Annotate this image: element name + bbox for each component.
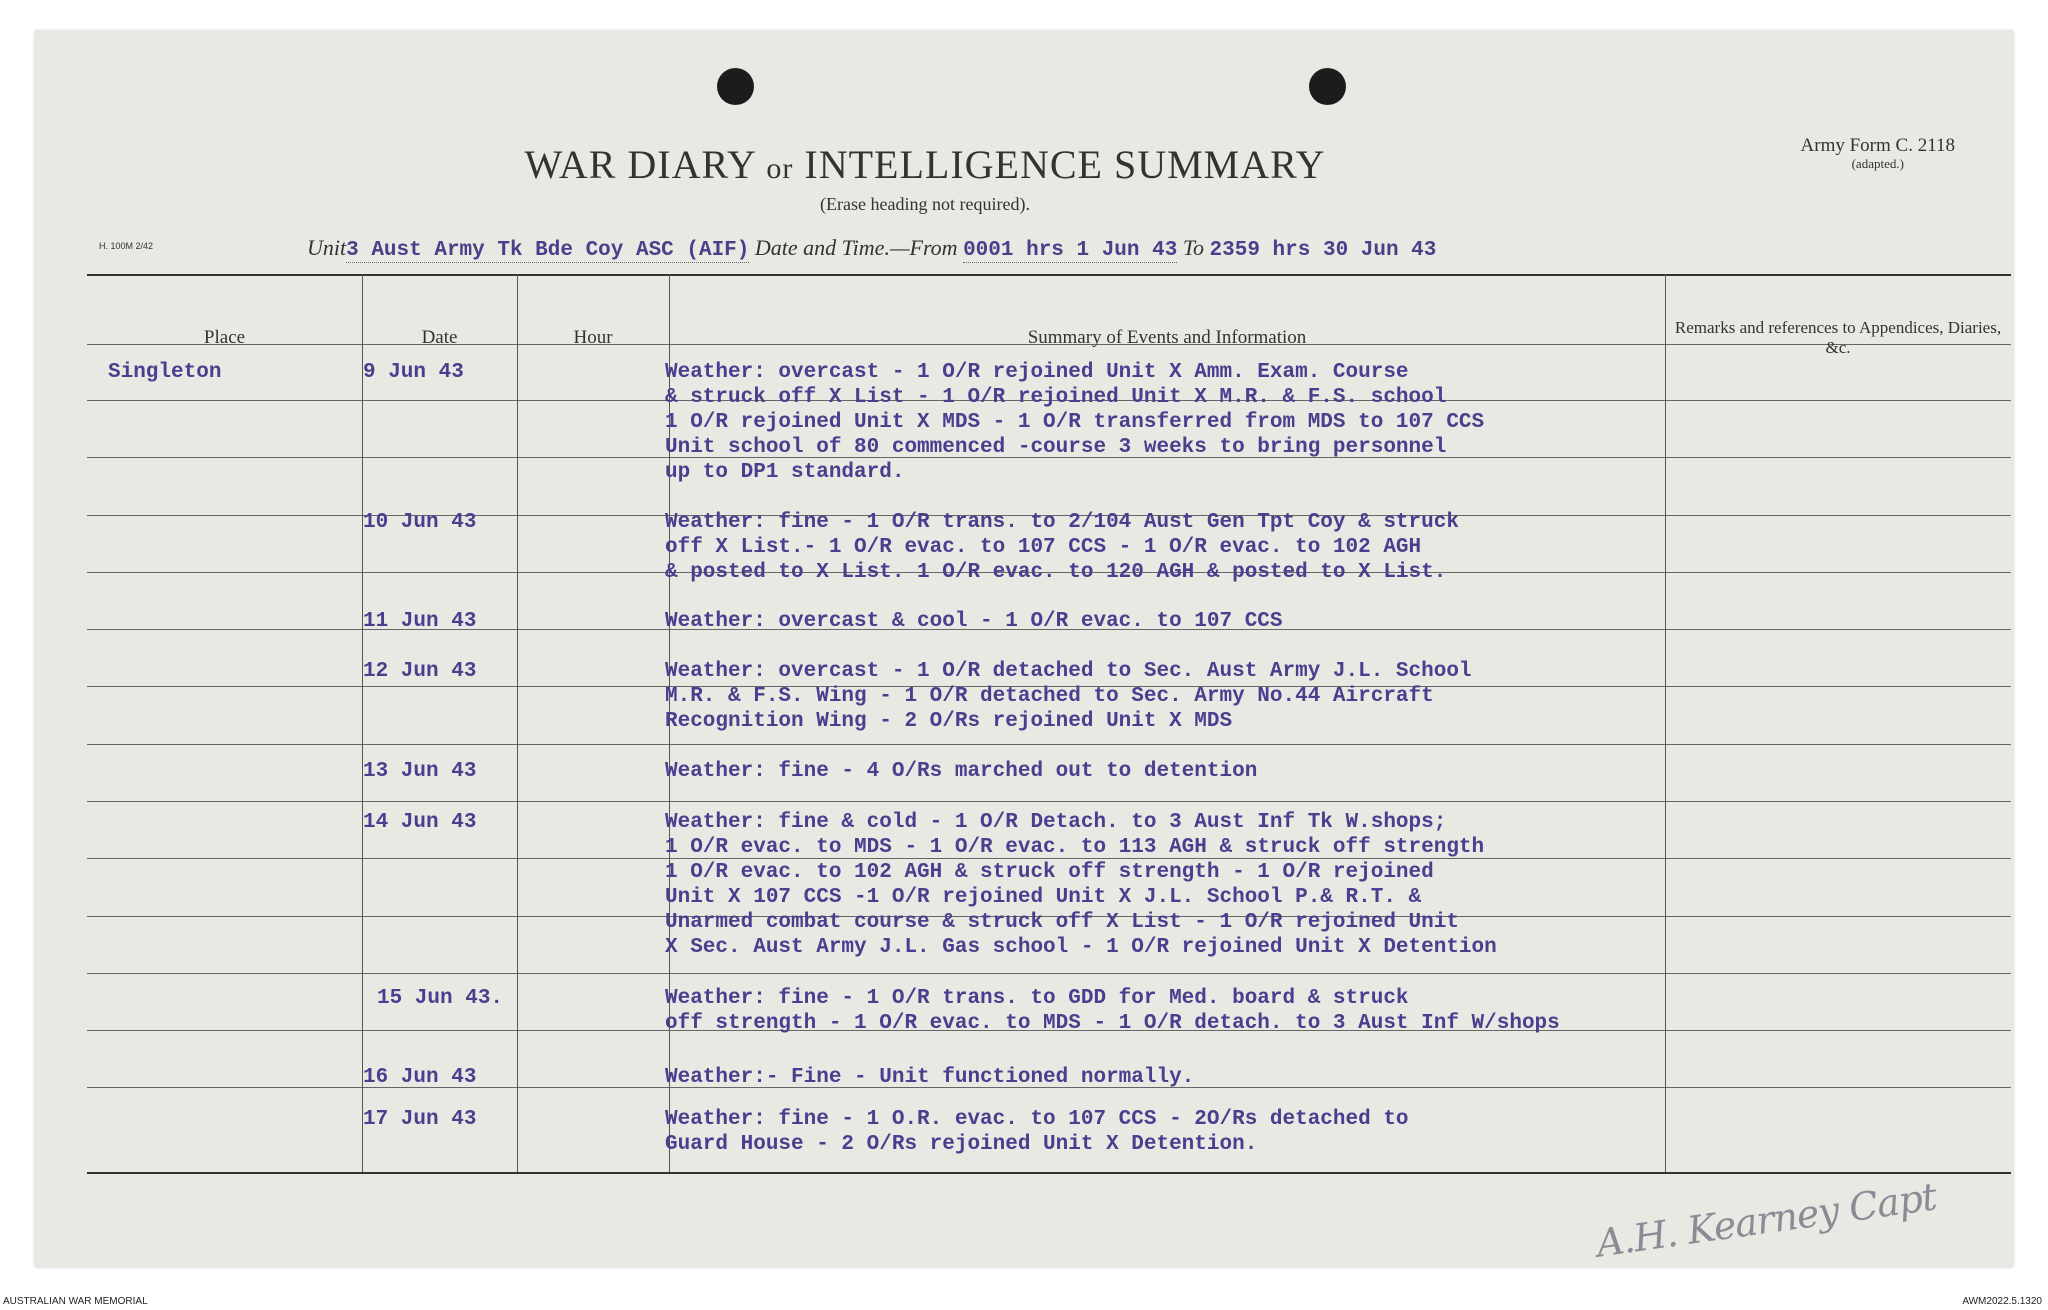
summary-line: off X List.- 1 O/R evac. to 107 CCS - 1 O/R evac. to 102 AGH: [665, 536, 1422, 559]
entry-summary: [665, 1065, 1194, 1090]
entry-date: 11 Jun 43: [363, 610, 477, 633]
summary-line: off strength - 1 O/R evac. to MDS - 1 O/R detach. to 3 Aust Inf W/shops: [665, 1012, 1560, 1035]
row-rule: [87, 744, 2011, 745]
summary-line: Recognition Wing - 2 O/Rs rejoined Unit X MDS: [665, 710, 1233, 733]
unit-value: 3 Aust Army Tk Bde Coy ASC (AIF): [346, 239, 750, 262]
page-title: [35, 141, 1815, 188]
entry-date: 14 Jun 43: [363, 811, 477, 834]
title-war-diary: WAR DIARY: [524, 142, 756, 187]
summary-line: Weather:- Fine - Unit functioned normally.: [665, 1066, 1195, 1089]
summary-line: Weather: fine - 1 O.R. evac. to 107 CCS - 2O/Rs detached to: [665, 1108, 1409, 1131]
entry-date: 16 Jun 43: [363, 1066, 477, 1089]
entry-date: 17 Jun 43: [363, 1108, 477, 1131]
col-header-hour: Hour: [573, 327, 613, 348]
entry-summary: [665, 360, 1484, 485]
title-or: or: [766, 152, 794, 185]
army-form-adapted: (adapted.): [1851, 155, 1904, 171]
punch-hole-left: [717, 68, 754, 105]
column-rule: [1665, 274, 1666, 1172]
table-bottom-border: [87, 1172, 2011, 1174]
summary-line: 1 O/R rejoined Unit X MDS - 1 O/R transferred from MDS to 107 CCS: [665, 411, 1485, 434]
summary-line: Weather: overcast - 1 O/R rejoined Unit X Amm. Exam. Course: [665, 361, 1409, 384]
entry-summary: [665, 1107, 1409, 1157]
col-header-place: Place: [203, 327, 246, 348]
summary-line: Guard House - 2 O/Rs rejoined Unit X Detention.: [665, 1133, 1258, 1156]
summary-line: Weather: fine - 4 O/Rs marched out to detention: [665, 760, 1258, 783]
summary-line: Unarmed combat course & struck off X List - 1 O/R rejoined Unit: [665, 911, 1459, 934]
summary-line: M.R. & F.S. Wing - 1 O/R detached to Sec. Army No.44 Aircraft: [665, 685, 1434, 708]
entry-date: 10 Jun 43: [363, 511, 477, 534]
summary-line: Weather: fine - 1 O/R trans. to 2/104 Aust Gen Tpt Coy & struck: [665, 511, 1459, 534]
row-rule: [87, 973, 2011, 974]
to-value: 2359 hrs 30 Jun 43: [1209, 239, 1437, 262]
entry-summary: [665, 510, 1459, 585]
entry-date: 15 Jun 43.: [377, 987, 504, 1010]
summary-line: & posted to X List. 1 O/R evac. to 120 AGH & posted to X List.: [665, 561, 1447, 584]
signature: A.H. Kearney Capt: [1593, 1174, 1939, 1266]
summary-line: Weather: overcast - 1 O/R detached to Sec. Aust Army J.L. School: [665, 660, 1472, 683]
summary-line: 1 O/R evac. to MDS - 1 O/R evac. to 113 AGH & struck off strength: [665, 836, 1485, 859]
summary-line: Weather: fine & cold - 1 O/R Detach. to 3 Aust Inf Tk W.shops;: [665, 811, 1447, 834]
entry-summary: [665, 759, 1257, 784]
war-diary-sheet: [35, 31, 2013, 1267]
summary-line: Unit school of 80 commenced -course 3 weeks to bring personnel: [665, 436, 1447, 459]
entry-date: 9 Jun 43: [363, 361, 464, 384]
page-subtitle: (Erase heading not required).: [820, 194, 1030, 214]
summary-line: X Sec. Aust Army J.L. Gas school - 1 O/R rejoined Unit X Detention: [665, 936, 1497, 959]
punch-hole-right: [1309, 68, 1346, 105]
col-header-summary: Summary of Events and Information: [1027, 327, 1307, 348]
footer-source: AUSTRALIAN WAR MEMORIAL: [3, 1296, 148, 1307]
entry-date: 12 Jun 43: [363, 660, 477, 683]
entry-summary: [665, 659, 1472, 734]
to-label: To: [1182, 235, 1205, 260]
entry-summary: [665, 609, 1283, 634]
summary-line: & struck off X List - 1 O/R rejoined Unit X M.R. & F.S. school: [665, 386, 1447, 409]
form-code: H. 100M 2/42: [99, 241, 154, 251]
summary-line: Weather: fine - 1 O/R trans. to GDD for Med. board & struck: [665, 987, 1409, 1010]
entry-summary: [665, 986, 1560, 1036]
date-time-label: Date and Time.—From: [754, 235, 958, 260]
place-value: Singleton: [108, 361, 222, 384]
table-top-border: [87, 274, 2011, 276]
col-header-date: Date: [421, 327, 458, 348]
unit-date-line: [307, 235, 1436, 263]
title-intelligence-summary: INTELLIGENCE SUMMARY: [804, 142, 1326, 187]
entry-date: 13 Jun 43: [363, 760, 477, 783]
column-rule: [362, 274, 363, 1172]
footer-accession: AWM2022.5.1320: [1962, 1296, 2042, 1307]
army-form-label: [1801, 135, 1955, 172]
army-form-number: Army Form C. 2118: [1800, 135, 1955, 156]
row-rule: [87, 801, 2011, 802]
summary-line: 1 O/R evac. to 102 AGH & struck off strength - 1 O/R rejoined: [665, 861, 1434, 884]
entry-summary: [665, 810, 1497, 960]
summary-line: Weather: overcast & cool - 1 O/R evac. to 107 CCS: [665, 610, 1283, 633]
summary-line: up to DP1 standard.: [665, 461, 905, 484]
column-rule: [517, 274, 518, 1172]
col-header-remarks: Remarks and references to Appendices, Diaries, &c.: [1674, 318, 2002, 357]
unit-label: Unit: [307, 235, 347, 260]
summary-line: Unit X 107 CCS -1 O/R rejoined Unit X J.L. School P.& R.T. &: [665, 886, 1422, 909]
from-value: 0001 hrs 1 Jun 43: [963, 239, 1178, 262]
